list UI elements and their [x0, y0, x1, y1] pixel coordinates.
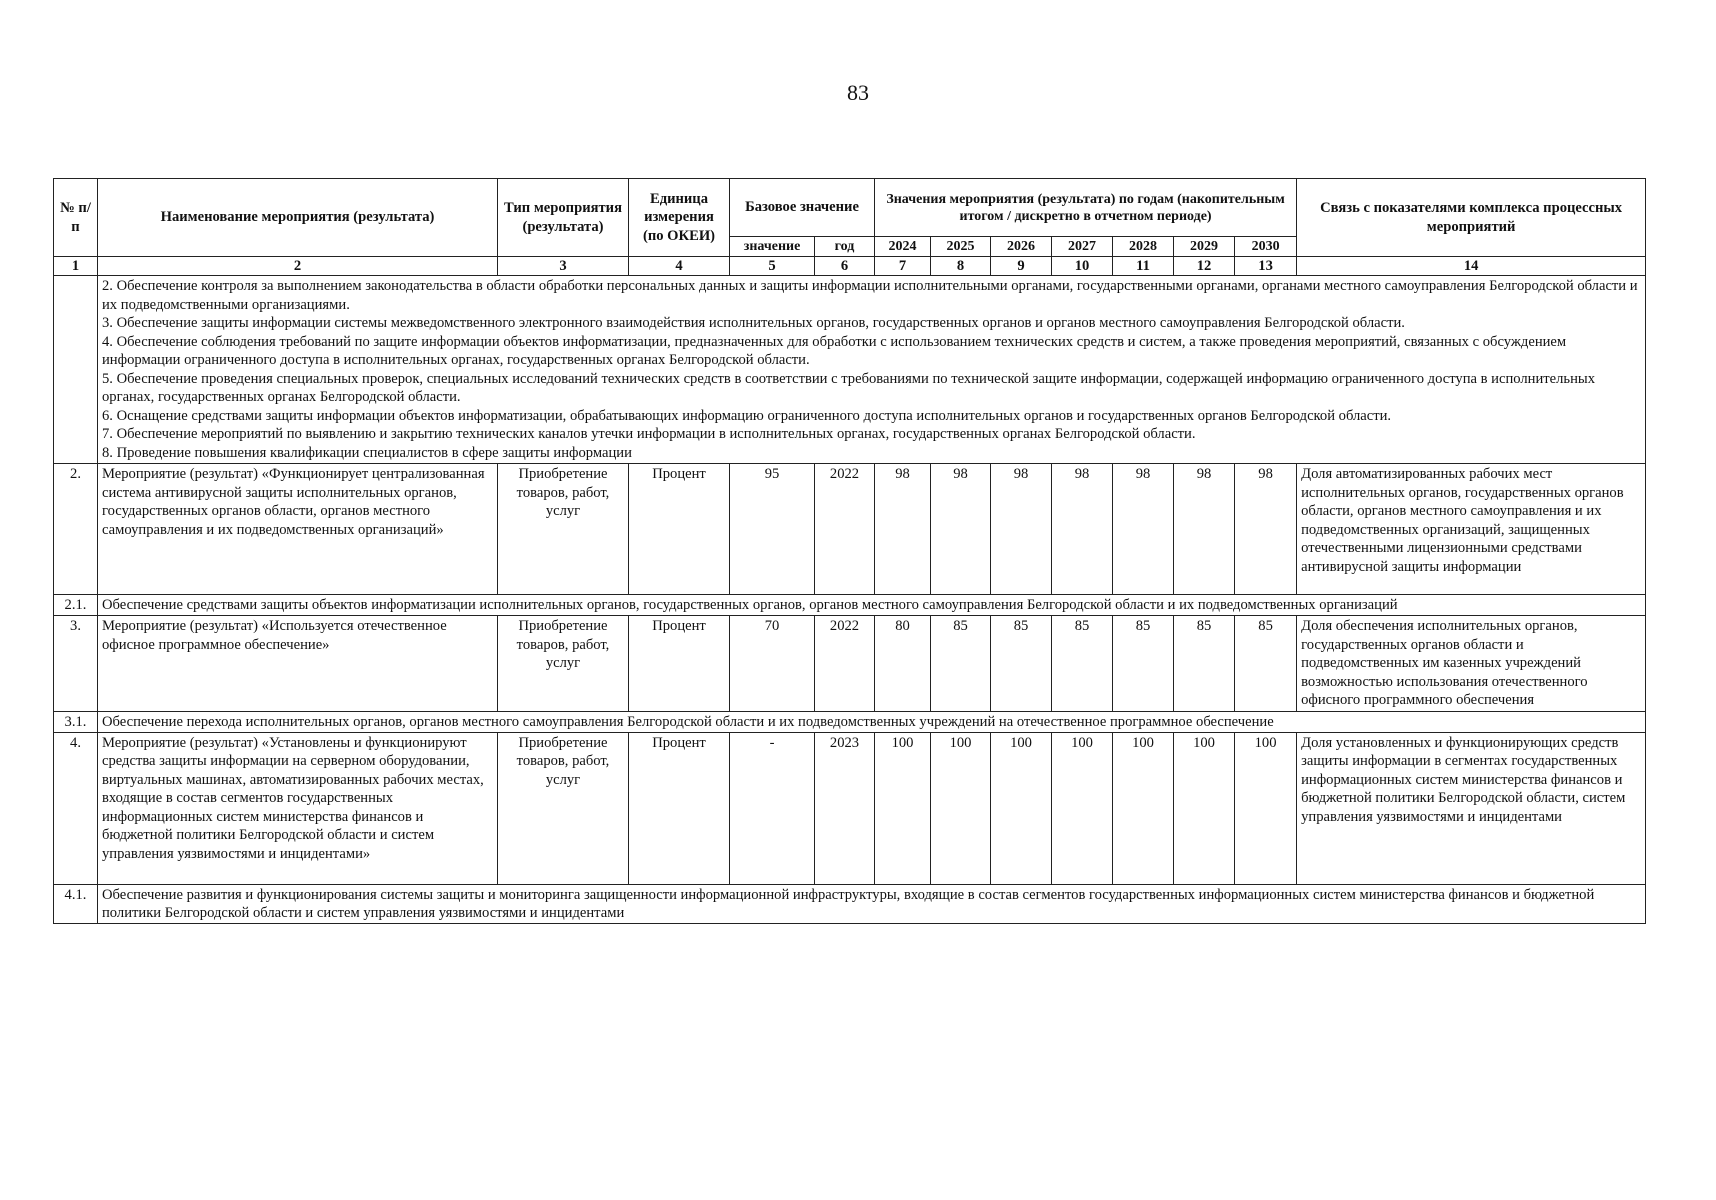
row-value: 98 — [1235, 464, 1297, 595]
column-number: 7 — [875, 257, 931, 276]
events-table — [53, 178, 1646, 924]
row-value: 100 — [931, 732, 991, 884]
header-year: 2024 — [875, 237, 931, 257]
row-base-year: 2022 — [815, 616, 875, 712]
header-name: Наименование мероприятия (результата) — [98, 179, 498, 257]
column-number: 5 — [730, 257, 815, 276]
row-num: 3. — [54, 616, 98, 712]
row-value: 100 — [1235, 732, 1297, 884]
row-name: Мероприятие (результат) «Установлены и функционируют средства защиты информации на серверном оборудовании, виртуальных машинах, автоматизированных рабочих местах, входящие в состав сегментов государственных информационных систем министерства финансов и бюджетной политики Белгородской области и систем управления уязвимостями и инцидентами» — [98, 732, 498, 884]
page-number: 83 — [847, 80, 869, 105]
header-values-by-year: Значения мероприятия (результата) по годам (накопительным итогом / дискретно в отчетном периоде) — [875, 179, 1297, 237]
row-link: Доля установленных и функционирующих средств защиты информации в сегментах государственных информационных систем министерства финансов и бюджетной политики Белгородской области, систем управления уязвимостями и инцидентами — [1297, 732, 1646, 884]
table-row — [54, 616, 1646, 712]
header-year: 2029 — [1174, 237, 1235, 257]
row-value: 85 — [931, 616, 991, 712]
header-year: 2027 — [1052, 237, 1113, 257]
row-value: 98 — [1113, 464, 1174, 595]
row-name: Мероприятие (результат) «Используется отечественное офисное программное обеспечение» — [98, 616, 498, 712]
sub-row-text: Обеспечение перехода исполнительных органов, органов местного самоуправления Белгородской области и их подведомственных учреждений на отечественное программное обеспечение — [98, 711, 1646, 732]
column-numbers-row — [54, 257, 1646, 276]
row-type: Приобретение товаров, работ, услуг — [498, 616, 629, 712]
header-base: Базовое значение — [730, 179, 875, 237]
header-base-value: значение — [730, 237, 815, 257]
sub-row-num: 3.1. — [54, 711, 98, 732]
column-number: 6 — [815, 257, 875, 276]
column-number: 3 — [498, 257, 629, 276]
row-value: 100 — [1113, 732, 1174, 884]
row-num: 2. — [54, 464, 98, 595]
column-number: 2 — [98, 257, 498, 276]
intro-line: 7. Обеспечение мероприятий по выявлению и закрытию технических каналов утечки информации в исполнительных органах, государственных органах Белгородской области. — [102, 426, 1196, 442]
row-value: 85 — [1052, 616, 1113, 712]
intro-line: 2. Обеспечение контроля за выполнением законодательства в области обработки персональных данных и защиты информации исполнительными органами, государственными органами, органами местного самоуправления Белгородской области и их подведомственными организациями. — [102, 278, 1638, 313]
header-year: 2025 — [931, 237, 991, 257]
row-base-year: 2022 — [815, 464, 875, 595]
row-type: Приобретение товаров, работ, услуг — [498, 732, 629, 884]
column-number: 8 — [931, 257, 991, 276]
row-value: 100 — [991, 732, 1052, 884]
column-number: 4 — [629, 257, 730, 276]
row-value: 98 — [991, 464, 1052, 595]
column-number: 1 — [54, 257, 98, 276]
row-base-year: 2023 — [815, 732, 875, 884]
row-type: Приобретение товаров, работ, услуг — [498, 464, 629, 595]
row-value: 98 — [931, 464, 991, 595]
row-value: 98 — [875, 464, 931, 595]
row-value: 80 — [875, 616, 931, 712]
intro-line: 5. Обеспечение проведения специальных проверок, специальных исследований технических средств в соответствии с требованиями по технической защите информации, содержащей информацию ограниченного доступа в исполнительных органах, государственных органах Белгородской области. — [102, 370, 1595, 405]
row-value: 85 — [991, 616, 1052, 712]
header-base-year: год — [815, 237, 875, 257]
column-number: 9 — [991, 257, 1052, 276]
intro-line: 4. Обеспечение соблюдения требований по защите информации объектов информатизации, предназначенных для обработки с использованием технических средств и систем, а также проведения мероприятий, связанных с обсуждением информации ограниченного доступа в исполнительных органах, государственных органах Белгородской области. — [102, 333, 1567, 368]
row-value: 85 — [1174, 616, 1235, 712]
column-number: 13 — [1235, 257, 1297, 276]
row-base-value: 95 — [730, 464, 815, 595]
sub-row-text: Обеспечение развития и функционирования системы защиты и мониторинга защищенности информационной инфраструктуры, входящие в состав сегментов государственных информационных систем министерства финансов и бюджетной политики Белгородской области и систем управления уязвимостями и инцидентами — [98, 884, 1646, 923]
header-year: 2026 — [991, 237, 1052, 257]
row-link: Доля автоматизированных рабочих мест исполнительных органов, государственных органов области, органов местного самоуправления и их подведомственных организаций, защищенных отечественными лицензионными средствами антивирусной защиты информации — [1297, 464, 1646, 595]
sub-row — [54, 711, 1646, 732]
row-name: Мероприятие (результат) «Функционирует централизованная система антивирусной защиты исполнительных органов, государственных органов области, органов местного самоуправления и их подведомственных организаций» — [98, 464, 498, 595]
header-year: 2028 — [1113, 237, 1174, 257]
header-unit: Единица измерения (по ОКЕИ) — [629, 179, 730, 257]
intro-text-cell — [98, 276, 1646, 464]
header-link: Связь с показателями комплекса процессных мероприятий — [1297, 179, 1646, 257]
sub-row-num: 4.1. — [54, 884, 98, 923]
row-base-value: - — [730, 732, 815, 884]
row-value: 100 — [1174, 732, 1235, 884]
row-unit: Процент — [629, 616, 730, 712]
sub-row-num: 2.1. — [54, 595, 98, 616]
sub-row — [54, 595, 1646, 616]
header-year: 2030 — [1235, 237, 1297, 257]
row-value: 98 — [1174, 464, 1235, 595]
header-type: Тип мероприятия (результата) — [498, 179, 629, 257]
intro-line: 8. Проведение повышения квалификации специалистов в сфере защиты информации — [102, 444, 632, 461]
header-num: № п/п — [54, 179, 98, 257]
row-value: 100 — [875, 732, 931, 884]
intro-row — [54, 276, 1646, 464]
row-unit: Процент — [629, 464, 730, 595]
row-num: 4. — [54, 732, 98, 884]
row-value: 85 — [1113, 616, 1174, 712]
column-number: 12 — [1174, 257, 1235, 276]
row-base-value: 70 — [730, 616, 815, 712]
table-row — [54, 464, 1646, 595]
table-row — [54, 732, 1646, 884]
row-value: 98 — [1052, 464, 1113, 595]
row-unit: Процент — [629, 732, 730, 884]
row-value: 85 — [1235, 616, 1297, 712]
column-number: 10 — [1052, 257, 1113, 276]
sub-row — [54, 884, 1646, 923]
row-value: 100 — [1052, 732, 1113, 884]
intro-line: 3. Обеспечение защиты информации системы межведомственного электронного взаимодействия исполнительных органов, государственных органов и органов местного самоуправления Белгородской области. — [102, 315, 1405, 331]
intro-num-cell — [54, 276, 98, 464]
column-number: 11 — [1113, 257, 1174, 276]
column-number: 14 — [1297, 257, 1646, 276]
intro-line: 6. Оснащение средствами защиты информации объектов информатизации, обрабатывающих информацию ограниченного доступа исполнительных органов и государственных органов Белгородской области. — [102, 407, 1392, 424]
row-link: Доля обеспечения исполнительных органов, государственных органов области и подведомственных им казенных учреждений возможностью использования отечественного офисного программного обеспечения — [1297, 616, 1646, 712]
sub-row-text: Обеспечение средствами защиты объектов информатизации исполнительных органов, государственных органов, органов местного самоуправления Белгородской области и их подведомственных организаций — [98, 595, 1646, 616]
